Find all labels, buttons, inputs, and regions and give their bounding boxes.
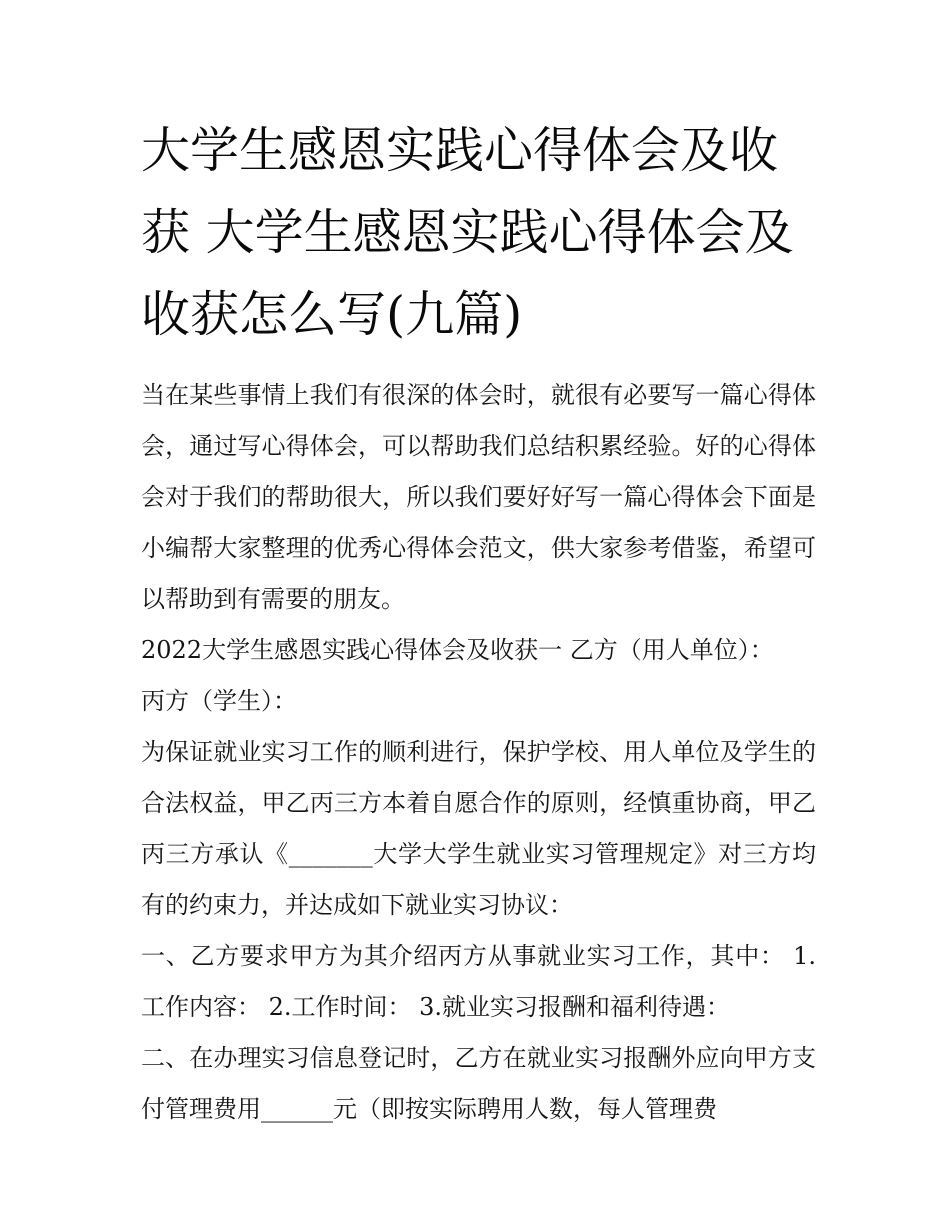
clause-one: 一、乙方要求甲方为其介绍丙方从事就业实习工作，其中： 1.工作内容： 2.工作时间： 3.就业实习报酬和福利待遇： [141, 942, 816, 1021]
document-content [141, 110, 816, 1135]
agreement-preamble: 为保证就业实习工作的顺利进行，保护学校、用人单位及学生的合法权益，甲乙丙三方本着自愿合作的原则，经慎重协商，甲乙丙三方承认《_______大学大学生就业实习管理规定》对三方均有的约束力，并达成如下就业实习协议： [141, 738, 816, 919]
clause-two: 二、在办理实习信息登记时，乙方在就业实习报酬外应向甲方支付管理费用______元（即按实际聘用人数，每人管理费 [141, 1044, 816, 1123]
intro-paragraph: 当在某些事情上我们有很深的体会时，就很有必要写一篇心得体会，通过写心得体会，可以帮助我们总结积累经验。好的心得体会对于我们的帮助很大，所以我们要好好写一篇心得体会下面是小编帮大家整理的优秀心得体会范文，供大家参考借鉴，希望可以帮助到有需要的朋友。 [141, 381, 816, 613]
document-body [141, 370, 816, 1135]
party-c-line: 丙方（学生）： [141, 687, 297, 715]
section-heading-line: 2022大学生感恩实践心得体会及收获一 乙方（用人单位）： [141, 636, 774, 664]
document-title: 大学生感恩实践心得体会及收获 大学生感恩实践心得体会及收获怎么写(九篇) [141, 122, 794, 343]
